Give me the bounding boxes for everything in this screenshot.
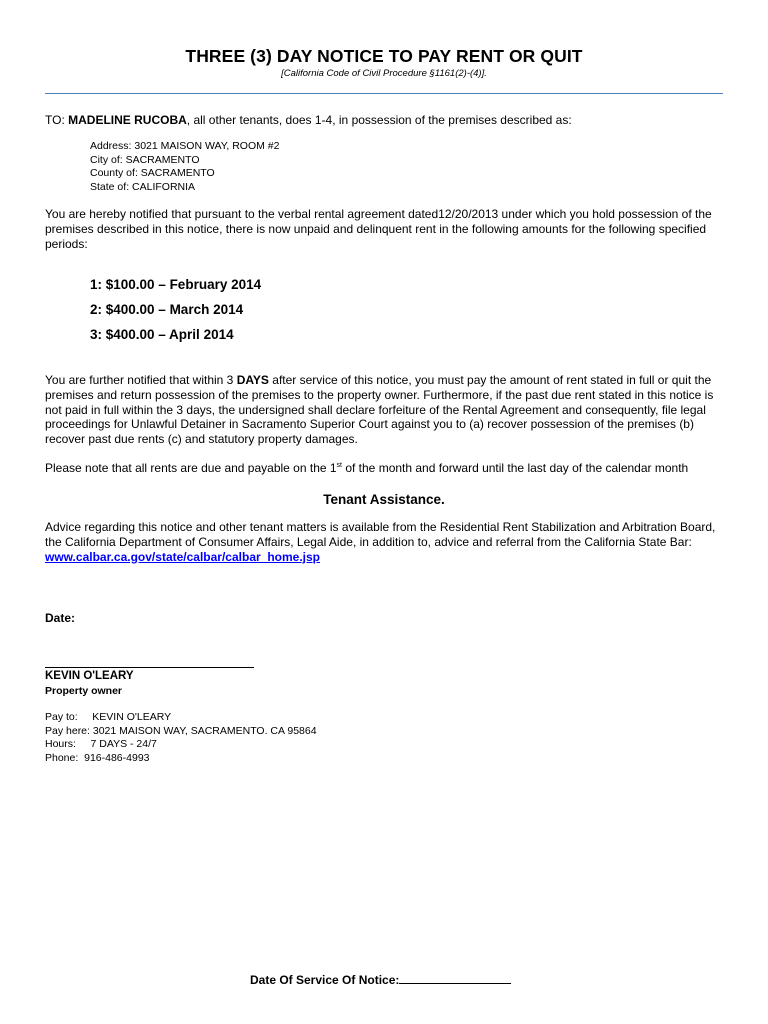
rent-period-item: 2: $400.00 – March 2014 (90, 302, 244, 317)
to-rest: , all other tenants, does 1-4, in possession of the premises described as: (186, 113, 572, 127)
further-notice-before: You are further notified that within 3 (45, 373, 237, 387)
premises-county: County of: SACRAMENTO (90, 167, 215, 179)
tenant-name: MADELINE RUCOBA (68, 113, 187, 127)
premises-state: State of: CALIFORNIA (90, 180, 196, 193)
document-title: THREE (3) DAY NOTICE TO PAY RENT OR QUIT (185, 46, 583, 66)
date-label: Date: (45, 611, 76, 625)
tenant-assistance-paragraph (45, 520, 725, 564)
recipient-line (45, 113, 572, 127)
further-notice-paragraph (45, 373, 725, 447)
owner-name: KEVIN O'LEARY (45, 670, 134, 682)
due-note-paragraph (45, 461, 725, 476)
rent-period-item: 1: $100.00 – February 2014 (90, 277, 262, 292)
code-citation: [California Code of Civil Procedure §1161(2)-(4)]. (281, 68, 487, 79)
date-of-service (250, 972, 511, 987)
rent-periods-list (90, 277, 261, 352)
rent-period-item: 3: $400.00 – April 2014 (90, 327, 234, 342)
owner-role: Property owner (45, 685, 123, 697)
days-word: DAYS (236, 373, 269, 387)
ordinal-suffix: st (336, 462, 342, 469)
calbar-link[interactable]: www.calbar.ca.gov/state/calbar/calbar_home.jsp (45, 549, 321, 564)
hours: Hours: 7 DAYS - 24/7 (45, 738, 157, 750)
further-notice-after: after service of this notice, you must pay the amount of rent stated in full or quit the premises and return possession of the premises to the property owner. Furthermore, if the past due rent stated in this notice is not paid in full within the 3 days, the undersigned shall declare forfeiture of the Rental Agreement and consequently, file legal proceedings for Unlawful Detainer in Sacramento Superior Court against you to (a) recover possession of the premises (b) recover past due rents (c) and statutory property damages. (45, 373, 714, 447)
header-divider (45, 93, 723, 94)
notice-paragraph: You are hereby notified that pursuant to the verbal rental agreement dated12/20/2013 under which you hold possession of the premises described in this notice, there is now unpaid and delinquent rent in the following amounts for the following specified periods: (45, 207, 712, 251)
pay-here: Pay here: 3021 MAISON WAY, SACRAMENTO. CA 95864 (45, 724, 317, 737)
pay-to: Pay to: KEVIN O'LEARY (45, 711, 172, 723)
service-label: Date Of Service Of Notice: (250, 973, 400, 987)
to-label: TO: (45, 113, 69, 127)
tenant-assistance-heading: Tenant Assistance. (323, 492, 445, 507)
due-note-before: Please note that all rents are due and payable on the 1 (45, 461, 337, 475)
phone: Phone: 916-486-4993 (45, 751, 150, 764)
due-note-after: of the month and forward until the last day of the calendar month (342, 461, 689, 475)
service-date-blank (399, 972, 511, 984)
signature-line (45, 667, 254, 668)
tenant-assistance-text: Advice regarding this notice and other tenant matters is available from the Residential Rent Stabilization and Arbitration Board, the California Department of Consumer Affairs, Legal Aide, in addition to, advice and referral from the California State Bar: (45, 520, 716, 549)
premises-block (90, 140, 279, 194)
premises-city: City of: SACRAMENTO (90, 153, 200, 166)
payment-info (45, 711, 317, 765)
premises-address: Address: 3021 MAISON WAY, ROOM #2 (90, 140, 280, 152)
